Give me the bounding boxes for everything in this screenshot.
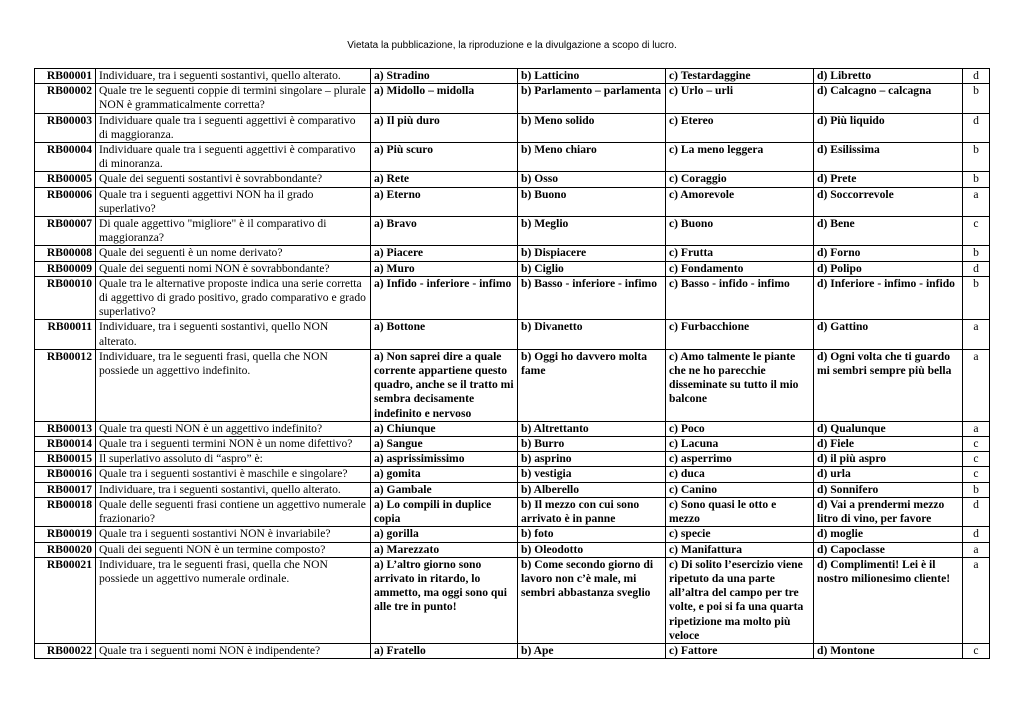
option-d: d) Fiele (814, 437, 963, 452)
option-d: d) Soccorrevole (814, 187, 963, 216)
page-header: Vietata la pubblicazione, la riproduzione e la divulgazione a scopo di lucro. (347, 40, 677, 51)
table-row (35, 437, 990, 452)
option-d: d) Qualunque (814, 421, 963, 436)
option-c: c) specie (666, 527, 814, 542)
table-row (35, 261, 990, 276)
question-code: RB00016 (35, 467, 96, 482)
correct-answer: b (963, 482, 990, 497)
question-text: Quale tra i seguenti termini NON è un nome difettivo? (96, 437, 371, 452)
option-a: a) Stradino (371, 69, 518, 84)
question-code: RB00017 (35, 482, 96, 497)
option-a: a) Bottone (371, 320, 518, 349)
correct-answer: b (963, 276, 990, 320)
table-row (35, 497, 990, 526)
table-row (35, 276, 990, 320)
option-d: d) Gattino (814, 320, 963, 349)
question-code: RB00001 (35, 69, 96, 84)
option-a: a) Gambale (371, 482, 518, 497)
correct-answer: c (963, 437, 990, 452)
option-d: d) Vai a prendermi mezzo litro di vino, per favore (814, 497, 963, 526)
table-row (35, 143, 990, 172)
correct-answer: c (963, 467, 990, 482)
question-code: RB00008 (35, 246, 96, 261)
correct-answer: a (963, 320, 990, 349)
question-text: Quale tre le seguenti coppie di termini singolare – plurale NON è grammaticalmente corretta? (96, 84, 371, 113)
option-d: d) Bene (814, 217, 963, 246)
question-code: RB00020 (35, 542, 96, 557)
option-d: d) il più aspro (814, 452, 963, 467)
table-row (35, 452, 990, 467)
option-c: c) Testardaggine (666, 69, 814, 84)
question-code: RB00004 (35, 143, 96, 172)
option-c: c) Canino (666, 482, 814, 497)
option-c: c) Etereo (666, 113, 814, 142)
option-d: d) Ogni volta che ti guardo mi sembri sempre più bella (814, 349, 963, 421)
correct-answer: b (963, 143, 990, 172)
table-row (35, 643, 990, 658)
option-d: d) Prete (814, 172, 963, 187)
question-code: RB00010 (35, 276, 96, 320)
option-a: a) Piacere (371, 246, 518, 261)
question-code: RB00012 (35, 349, 96, 421)
option-a: a) asprissimissimo (371, 452, 518, 467)
option-d: d) Esilissima (814, 143, 963, 172)
table-row (35, 467, 990, 482)
correct-answer: b (963, 84, 990, 113)
option-b: b) asprino (518, 452, 666, 467)
table-row (35, 482, 990, 497)
option-c: c) Amo talmente le piante che ne ho parecchie disseminate su tutto il mio balcone (666, 349, 814, 421)
option-d: d) Forno (814, 246, 963, 261)
option-c: c) Coraggio (666, 172, 814, 187)
option-b: b) Altrettanto (518, 421, 666, 436)
question-text: Quale tra i seguenti nomi NON è indipendente? (96, 643, 371, 658)
option-d: d) urla (814, 467, 963, 482)
question-text: Quale delle seguenti frasi contiene un aggettivo numerale frazionario? (96, 497, 371, 526)
table-row (35, 113, 990, 142)
table-row (35, 527, 990, 542)
option-b: b) Ciglio (518, 261, 666, 276)
correct-answer: d (963, 497, 990, 526)
option-c: c) Basso - infido - infimo (666, 276, 814, 320)
question-code: RB00006 (35, 187, 96, 216)
question-text: Individuare, tra le seguenti frasi, quella che NON possiede un aggettivo indefinito. (96, 349, 371, 421)
correct-answer: a (963, 557, 990, 643)
correct-answer: b (963, 172, 990, 187)
question-text: Quale tra le alternative proposte indica una serie corretta di aggettivo di grado positivo, grado comparativo e grado superlativo? (96, 276, 371, 320)
option-b: b) Alberello (518, 482, 666, 497)
question-code: RB00009 (35, 261, 96, 276)
option-a: a) gorilla (371, 527, 518, 542)
table-row (35, 542, 990, 557)
option-b: b) Meno solido (518, 113, 666, 142)
option-d: d) Inferiore - infimo - infido (814, 276, 963, 320)
correct-answer: a (963, 349, 990, 421)
question-text: Quale tra i seguenti aggettivi NON ha il grado superlativo? (96, 187, 371, 216)
option-c: c) duca (666, 467, 814, 482)
option-b: b) Il mezzo con cui sono arrivato è in panne (518, 497, 666, 526)
question-text: Quali dei seguenti NON è un termine composto? (96, 542, 371, 557)
question-code: RB00014 (35, 437, 96, 452)
option-b: b) Oleodotto (518, 542, 666, 557)
option-b: b) Parlamento – parlamenta (518, 84, 666, 113)
option-d: d) Calcagno – calcagna (814, 84, 963, 113)
option-a: a) Sangue (371, 437, 518, 452)
question-text: Individuare, tra le seguenti frasi, quella che NON possiede un aggettivo numerale ordinale. (96, 557, 371, 643)
correct-answer: c (963, 452, 990, 467)
question-text: Individuare, tra i seguenti sostantivi, quello NON alterato. (96, 320, 371, 349)
question-code: RB00022 (35, 643, 96, 658)
question-text: Individuare quale tra i seguenti aggettivi è comparativo di minoranza. (96, 143, 371, 172)
option-b: b) Burro (518, 437, 666, 452)
table-row (35, 217, 990, 246)
option-a: a) Midollo – midolla (371, 84, 518, 113)
option-a: a) Chiunque (371, 421, 518, 436)
quiz-table (34, 68, 990, 659)
option-a: a) Rete (371, 172, 518, 187)
option-a: a) Lo compili in duplice copia (371, 497, 518, 526)
question-code: RB00015 (35, 452, 96, 467)
correct-answer: a (963, 421, 990, 436)
table-row (35, 349, 990, 421)
option-b: b) Basso - inferiore - infimo (518, 276, 666, 320)
question-code: RB00002 (35, 84, 96, 113)
question-text: Quale tra i seguenti sostantivi è maschile e singolare? (96, 467, 371, 482)
question-text: Individuare quale tra i seguenti aggettivi è comparativo di maggioranza. (96, 113, 371, 142)
option-a: a) Fratello (371, 643, 518, 658)
option-a: a) Marezzato (371, 542, 518, 557)
correct-answer: d (963, 113, 990, 142)
option-a: a) Più scuro (371, 143, 518, 172)
option-d: d) Complimenti! Lei è il nostro milionesimo cliente! (814, 557, 963, 643)
option-a: a) Muro (371, 261, 518, 276)
question-code: RB00005 (35, 172, 96, 187)
option-b: b) Divanetto (518, 320, 666, 349)
option-a: a) gomita (371, 467, 518, 482)
option-a: a) Infido - inferiore - infimo (371, 276, 518, 320)
option-b: b) foto (518, 527, 666, 542)
option-c: c) Manifattura (666, 542, 814, 557)
option-c: c) Di solito l’esercizio viene ripetuto da una parte all’altra del campo per tre volte, e poi si fa una quarta ripetizione ma molto più veloce (666, 557, 814, 643)
option-c: c) Buono (666, 217, 814, 246)
question-text: Quale tra questi NON è un aggettivo indefinito? (96, 421, 371, 436)
correct-answer: a (963, 187, 990, 216)
table-row (35, 320, 990, 349)
correct-answer: d (963, 69, 990, 84)
correct-answer: d (963, 261, 990, 276)
option-b: b) Osso (518, 172, 666, 187)
option-a: a) L’altro giorno sono arrivato in ritardo, lo ammetto, ma oggi sono qui alle tre in punto! (371, 557, 518, 643)
table-row (35, 421, 990, 436)
option-b: b) Meglio (518, 217, 666, 246)
question-code: RB00018 (35, 497, 96, 526)
option-c: c) Fondamento (666, 261, 814, 276)
question-text: Individuare, tra i seguenti sostantivi, quello alterato. (96, 69, 371, 84)
option-a: a) Eterno (371, 187, 518, 216)
question-text: Quale dei seguenti nomi NON è sovrabbondante? (96, 261, 371, 276)
option-c: c) Amorevole (666, 187, 814, 216)
option-c: c) Urlo – urli (666, 84, 814, 113)
option-b: b) Dispiacere (518, 246, 666, 261)
table-row (35, 69, 990, 84)
option-c: c) Lacuna (666, 437, 814, 452)
option-d: d) moglie (814, 527, 963, 542)
question-text: Quale dei seguenti sostantivi è sovrabbondante? (96, 172, 371, 187)
question-text: Quale dei seguenti è un nome derivato? (96, 246, 371, 261)
question-code: RB00003 (35, 113, 96, 142)
option-c: c) asperrimo (666, 452, 814, 467)
option-b: b) Oggi ho davvero molta fame (518, 349, 666, 421)
option-d: d) Polipo (814, 261, 963, 276)
option-a: a) Non saprei dire a quale corrente appartiene questo quadro, anche se il tratto mi sembra decisamente indefinito e nervoso (371, 349, 518, 421)
option-d: d) Montone (814, 643, 963, 658)
table-row (35, 557, 990, 643)
option-d: d) Libretto (814, 69, 963, 84)
correct-answer: c (963, 217, 990, 246)
question-code: RB00019 (35, 527, 96, 542)
correct-answer: b (963, 246, 990, 261)
option-b: b) vestigia (518, 467, 666, 482)
question-text: Quale tra i seguenti sostantivi NON è invariabile? (96, 527, 371, 542)
option-b: b) Ape (518, 643, 666, 658)
correct-answer: a (963, 542, 990, 557)
option-a: a) Il più duro (371, 113, 518, 142)
question-code: RB00013 (35, 421, 96, 436)
option-b: b) Meno chiaro (518, 143, 666, 172)
correct-answer: c (963, 643, 990, 658)
table-row (35, 84, 990, 113)
option-a: a) Bravo (371, 217, 518, 246)
table-row (35, 187, 990, 216)
correct-answer: d (963, 527, 990, 542)
option-d: d) Capoclasse (814, 542, 963, 557)
option-c: c) Furbacchione (666, 320, 814, 349)
option-c: c) Frutta (666, 246, 814, 261)
table-row (35, 172, 990, 187)
option-c: c) Poco (666, 421, 814, 436)
option-b: b) Latticino (518, 69, 666, 84)
question-code: RB00011 (35, 320, 96, 349)
question-code: RB00021 (35, 557, 96, 643)
question-code: RB00007 (35, 217, 96, 246)
question-text: Il superlativo assoluto di “aspro” è: (96, 452, 371, 467)
option-d: d) Sonnifero (814, 482, 963, 497)
option-b: b) Buono (518, 187, 666, 216)
option-d: d) Più liquido (814, 113, 963, 142)
question-text: Individuare, tra i seguenti sostantivi, quello alterato. (96, 482, 371, 497)
question-text: Di quale aggettivo "migliore" è il comparativo di maggioranza? (96, 217, 371, 246)
option-c: c) Sono quasi le otto e mezzo (666, 497, 814, 526)
option-c: c) Fattore (666, 643, 814, 658)
option-c: c) La meno leggera (666, 143, 814, 172)
option-b: b) Come secondo giorno di lavoro non c’è male, mi sembri abbastanza sveglio (518, 557, 666, 643)
table-row (35, 246, 990, 261)
